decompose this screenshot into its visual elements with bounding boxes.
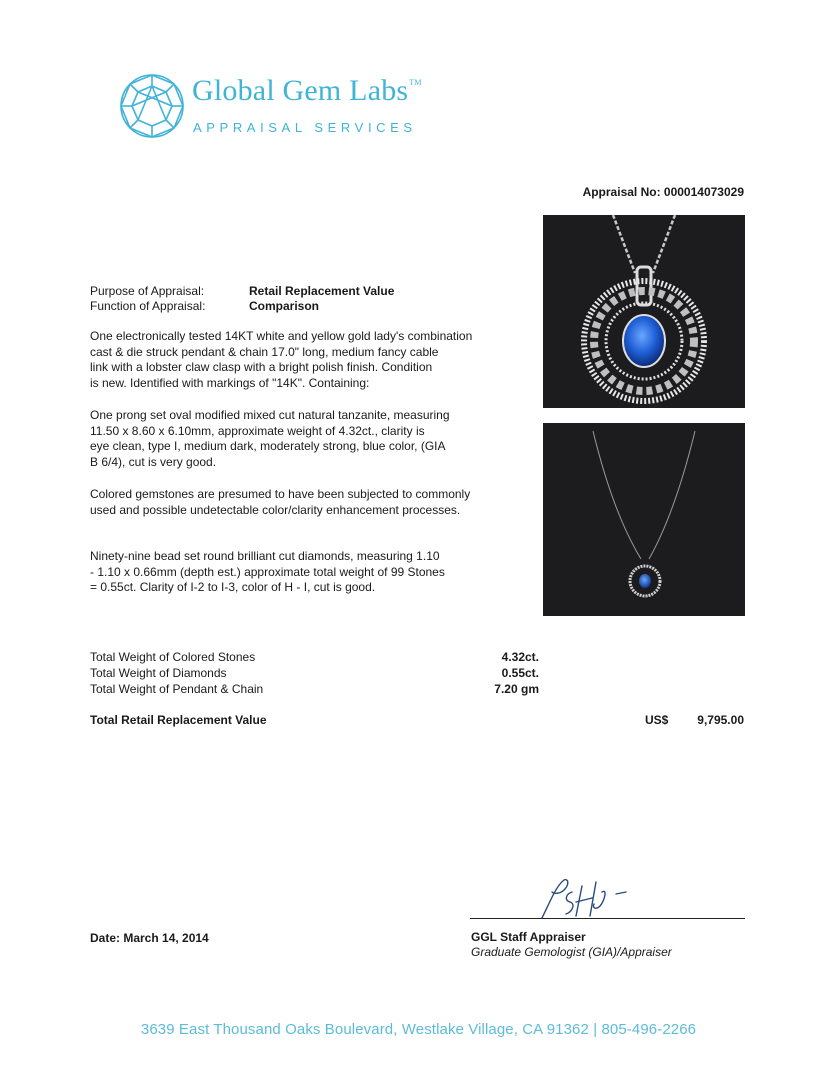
total-pendant-weight-value: 7.20 gm xyxy=(494,682,539,696)
signature-icon xyxy=(520,872,640,922)
total-pendant-weight-label: Total Weight of Pendant & Chain xyxy=(90,682,264,696)
tanzanite-description: One prong set oval modified mixed cut natural tanzanite, measuring 11.50 x 8.60 x 6.10mm, approximate weight of 4.32ct., clarity is eye clean, type I, medium dark, moderately strong, blue color, (GIA B 6/4), cut is very good. xyxy=(90,408,450,469)
item-description: One electronically tested 14KT white and yellow gold lady's combination cast & die struck pendant & chain 17.0" long, medium fancy cable link with a lobster claw clasp with a bright polish finish. Condition is new. Identified with markings of "14K". Containing: xyxy=(90,329,473,390)
total-diamonds-label: Total Weight of Diamonds xyxy=(90,666,227,680)
total-value-amount: 9,795.00 xyxy=(697,713,744,727)
total-diamonds-value: 0.55ct. xyxy=(501,666,539,680)
appraiser-title: Graduate Gemologist (GIA)/Appraiser xyxy=(471,945,672,959)
appraiser-name: GGL Staff Appraiser xyxy=(471,930,586,944)
pendant-closeup-photo xyxy=(543,215,745,408)
brand-logo-icon xyxy=(118,72,186,140)
trademark: TM xyxy=(409,78,422,87)
function-value: Comparison xyxy=(249,299,320,313)
appraisal-date: Date: March 14, 2014 xyxy=(90,931,209,945)
total-value-currency: US$ xyxy=(645,713,669,727)
total-colored-stones-value: 4.32ct. xyxy=(501,650,539,664)
purpose-value: Retail Replacement Value xyxy=(249,284,395,298)
diamond-description: Ninety-nine bead set round brilliant cut diamonds, measuring 1.10 - 1.10 x 0.66mm (depth est.) approximate total weight of 99 Stones = 0.55ct. Clarity of I-2 to I-3, color of H - I, cut is good. xyxy=(90,549,445,594)
signature-line xyxy=(470,918,745,919)
enhancement-disclaimer: Colored gemstones are presumed to have been subjected to commonly used and possible undetectable color/clarity enhancement processes. xyxy=(90,487,471,517)
pendant-chain-photo xyxy=(543,423,745,616)
total-value-label: Total Retail Replacement Value xyxy=(90,713,267,727)
total-colored-stones-label: Total Weight of Colored Stones xyxy=(90,650,256,664)
purpose-label: Purpose of Appraisal: xyxy=(90,284,205,298)
footer-address: 3639 East Thousand Oaks Boulevard, Westlake Village, CA 91362 | 805-496-2266 xyxy=(140,1021,697,1038)
brand-subtitle: APPRAISAL SERVICES xyxy=(193,120,417,135)
brand-name: Global Gem Labs™ xyxy=(192,74,422,107)
function-label: Function of Appraisal: xyxy=(90,299,206,313)
appraisal-number: Appraisal No: 000014073029 xyxy=(582,185,744,199)
